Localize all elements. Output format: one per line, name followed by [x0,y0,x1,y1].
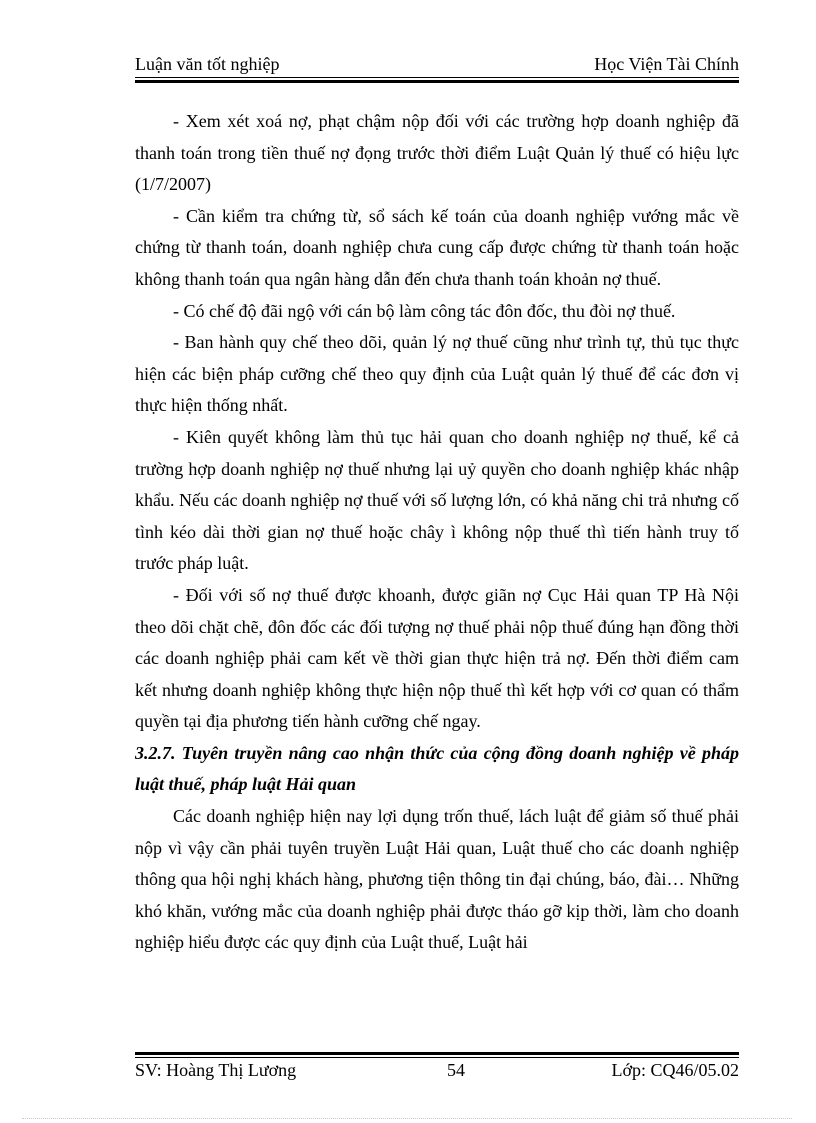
page-number: 54 [447,1060,465,1080]
header-rule-thick [135,80,739,83]
paragraph-propaganda: Các doanh nghiệp hiện nay lợi dụng trốn thuế, lách luật để giảm số thuế phải nộp vì vậy cần phải tuyên truyền Luật Hải quan, Luật thuế cho các doanh nghiệp thông qua hội nghị khách hàng, phương tiện thông tin đại chúng, báo, đài… Những khó khăn, vướng mắc của doanh nghiệp phải được tháo gỡ kịp thời, làm cho doanh nghiệp hiểu được các quy định của Luật thuế, Luật hải [135,806,739,953]
footer-student-name: SV: Hoàng Thị Lương [135,1060,297,1080]
page-footer [135,1060,739,1086]
paragraph-customs-refusal: - Kiên quyết không làm thủ tục hải quan cho doanh nghiệp nợ thuế, kể cả trường hợp doanh nghiệp nợ thuế nhưng lại uỷ quyền cho doanh nghiệp khác nhập khẩu. Nếu các doanh nghiệp nợ thuế với số lượng lớn, có khả năng chi trả nhưng cố tình kéo dài thời gian nợ thuế hoặc chây ì không nộp thuế thì tiến hành truy tố trước pháp luật. [135,426,739,574]
page-body [135,106,739,959]
footer-rule [135,1057,739,1058]
footer-rule-thick [135,1052,739,1055]
paragraph-document-check: - Cần kiểm tra chứng từ, sổ sách kế toán của doanh nghiệp vướng mắc về chứng từ thanh toán, doanh nghiệp chưa cung cấp được chứng từ thanh toán hoặc không thanh toán qua ngân hàng dẫn đến chưa thanh toán khoản nợ thuế. [135,205,739,289]
section-heading: 3.2.7. Tuyên truyền nâng cao nhận thức của cộng đồng doanh nghiệp về pháp luật thuế, pháp luật Hải quan [135,742,739,795]
header-rule [135,77,739,78]
paragraph-staff-incentives: - Có chế độ đãi ngộ với cán bộ làm công tác đôn đốc, thu đòi nợ thuế. [173,300,676,321]
page-edge-divider [22,1118,792,1119]
page-header [135,52,739,78]
footer-class: Lớp: CQ46/05.02 [611,1060,739,1080]
header-thesis-title: Luận văn tốt nghiệp [135,54,280,74]
paragraph-deferred-debt: - Đối với số nợ thuế được khoanh, được giãn nợ Cục Hải quan TP Hà Nội theo dõi chặt chẽ, đôn đốc các đối tượng nợ thuế phải nộp thuế đúng hạn đồng thời các doanh nghiệp phải cam kết về thời gian thực hiện trả nợ. Đến thời điểm cam kết nhưng doanh nghiệp không thực hiện nộp thuế thì kết hợp với cơ quan có thẩm quyền tại địa phương tiến hành cưỡng chế ngay. [135,584,739,732]
paragraph-debt-cancellation: - Xem xét xoá nợ, phạt chậm nộp đối với các trường hợp doanh nghiệp đã thanh toán trong tiền thuế nợ đọng trước thời điểm Luật Quản lý thuế có hiệu lực (1/7/2007) [135,111,739,195]
header-institution: Học Viện Tài Chính [594,54,739,74]
paragraph-regulations: - Ban hành quy chế theo dõi, quản lý nợ thuế cũng như trình tự, thủ tục thực hiện các biện pháp cưỡng chế theo quy định của Luật quản lý thuế để các đơn vị thực hiện thống nhất. [135,332,739,416]
